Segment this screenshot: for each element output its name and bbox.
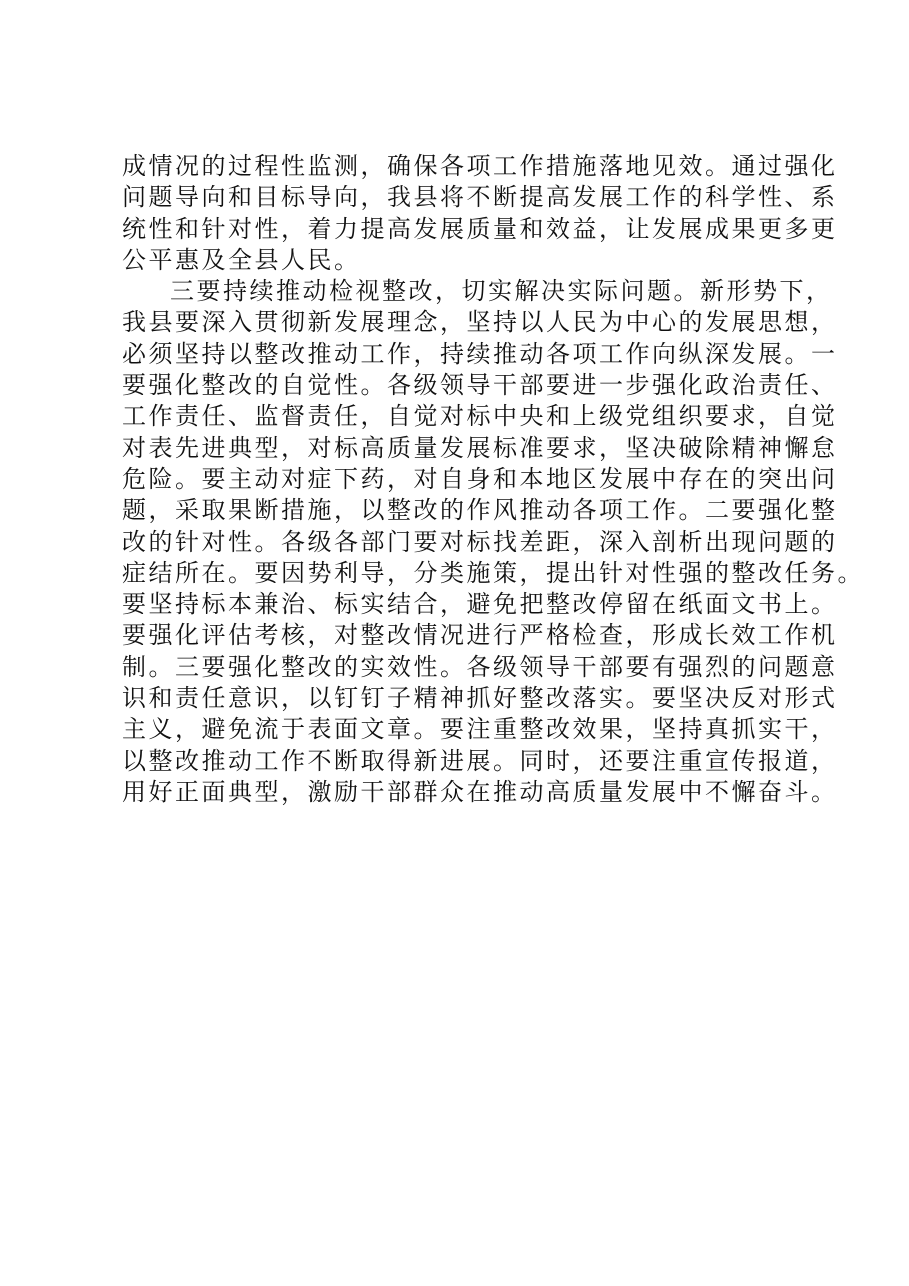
text-line: 要强化整改的自觉性。各级领导干部要进一步强化政治责任、 — [122, 371, 838, 400]
text-line: 我县要深入贯彻新发展理念，坚持以人民为中心的发展思想， — [122, 308, 838, 337]
text-line: 统性和针对性，着力提高发展质量和效益，让发展成果更多更 — [122, 214, 838, 243]
text-line: 改的针对性。各级各部门要对标找差距，深入剖析出现问题的 — [122, 527, 838, 556]
text-line: 要强化评估考核，对整改情况进行严格检查，形成长效工作机 — [122, 621, 838, 650]
text-line: 题，采取果断措施，以整改的作风推动各项工作。二要强化整 — [122, 496, 838, 525]
text-line: 要坚持标本兼治、标实结合，避免把整改停留在纸面文书上。 — [122, 590, 838, 619]
text-line: 公平惠及全县人民。 — [122, 245, 361, 274]
text-line: 以整改推动工作不断取得新进展。同时，还要注重宣传报道， — [122, 746, 838, 775]
text-line: 问题导向和目标导向，我县将不断提高发展工作的科学性、系 — [122, 183, 838, 212]
text-line: 对表先进典型，对标高质量发展标准要求，坚决破除精神懈怠 — [122, 433, 838, 462]
text-line: 症结所在。要因势利导，分类施策，提出针对性强的整改任务。 — [122, 558, 864, 587]
paragraph-2 — [122, 276, 864, 808]
text-line: 危险。要主动对症下药，对自身和本地区发展中存在的突出问 — [122, 464, 838, 493]
text-line: 必须坚持以整改推动工作，持续推动各项工作向纵深发展。一 — [122, 339, 838, 368]
body-text — [122, 151, 864, 808]
text-line: 制。三要强化整改的实效性。各级领导干部要有强烈的问题意 — [122, 652, 838, 681]
paragraph-1 — [122, 151, 838, 276]
text-line: 工作责任、监督责任，自觉对标中央和上级党组织要求，自觉 — [122, 402, 838, 431]
text-line: 主义，避免流于表面文章。要注重整改效果，坚持真抓实干， — [122, 715, 838, 744]
text-line: 三要持续推动检视整改，切实解决实际问题。新形势下， — [170, 277, 833, 306]
text-line: 识和责任意识，以钉钉子精神抓好整改落实。要坚决反对形式 — [122, 684, 838, 713]
text-line: 用好正面典型，激励干部群众在推动高质量发展中不懈奋斗。 — [122, 777, 838, 806]
text-line: 成情况的过程性监测，确保各项工作措施落地见效。通过强化 — [122, 152, 838, 180]
